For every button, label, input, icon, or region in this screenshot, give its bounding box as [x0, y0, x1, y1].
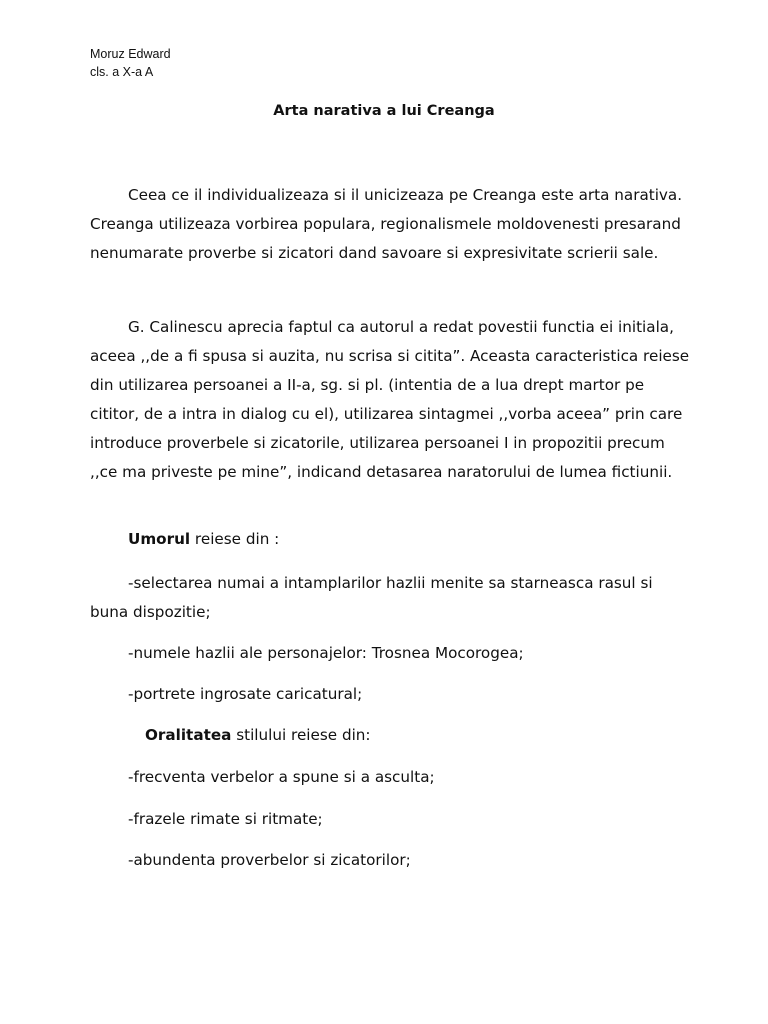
essay-title: Arta narativa a lui Creanga — [273, 103, 495, 119]
umorul-heading-line — [128, 530, 279, 548]
oralitatea-item-1: -frecventa verbelor a spune si a asculta; — [128, 768, 435, 786]
oralitatea-item-2: -frazele rimate si ritmate; — [128, 810, 323, 828]
author-name: Moruz Edward — [90, 47, 171, 61]
oralitatea-heading-line — [145, 726, 371, 744]
oralitatea-intro: stilului reiese din: — [231, 726, 371, 744]
umorul-heading: Umorul — [128, 530, 191, 548]
umorul-item-3: -portrete ingrosate caricatural; — [128, 685, 363, 703]
umorul-item-2: -numele hazlii ale personajelor: Trosnea Mocorogea; — [128, 644, 524, 662]
paragraph-intro: Ceea ce il individualizeaza si il unicizeaza pe Creanga este arta narativa. Creanga utilizeaza vorbirea populara, regionalismele moldovenesti presarand nenumarate proverbe si zicatori dand savoare si expresivitate scrierii sale. — [90, 186, 683, 262]
umorul-item-1: -selectarea numai a intamplarilor hazlii menite sa starneasca rasul si buna dispozitie; — [90, 574, 653, 621]
oralitatea-heading: Oralitatea — [145, 726, 232, 744]
umorul-intro: reiese din : — [190, 530, 280, 548]
paragraph-calinescu: G. Calinescu aprecia faptul ca autorul a redat povestii functia ei initiala, aceea ,,de a fi spusa si auzita, nu scrisa si citita”. Aceasta caracteristica reiese din utilizarea persoanei a II-a, sg. si pl. (intentia de a lua drept martor pe cititor, de a intra in dialog cu el), utilizarea sintagmei ,,vorba aceea” prin care introduce proverbele si zicatorile, utilizarea persoanei I in propozitii precum ,,ce ma priveste pe mine”, indicand detasarea naratorului de lumea fictiunii. — [90, 318, 690, 481]
class-label: cls. a X-a A — [90, 65, 154, 79]
oralitatea-item-3: -abundenta proverbelor si zicatorilor; — [128, 851, 411, 869]
